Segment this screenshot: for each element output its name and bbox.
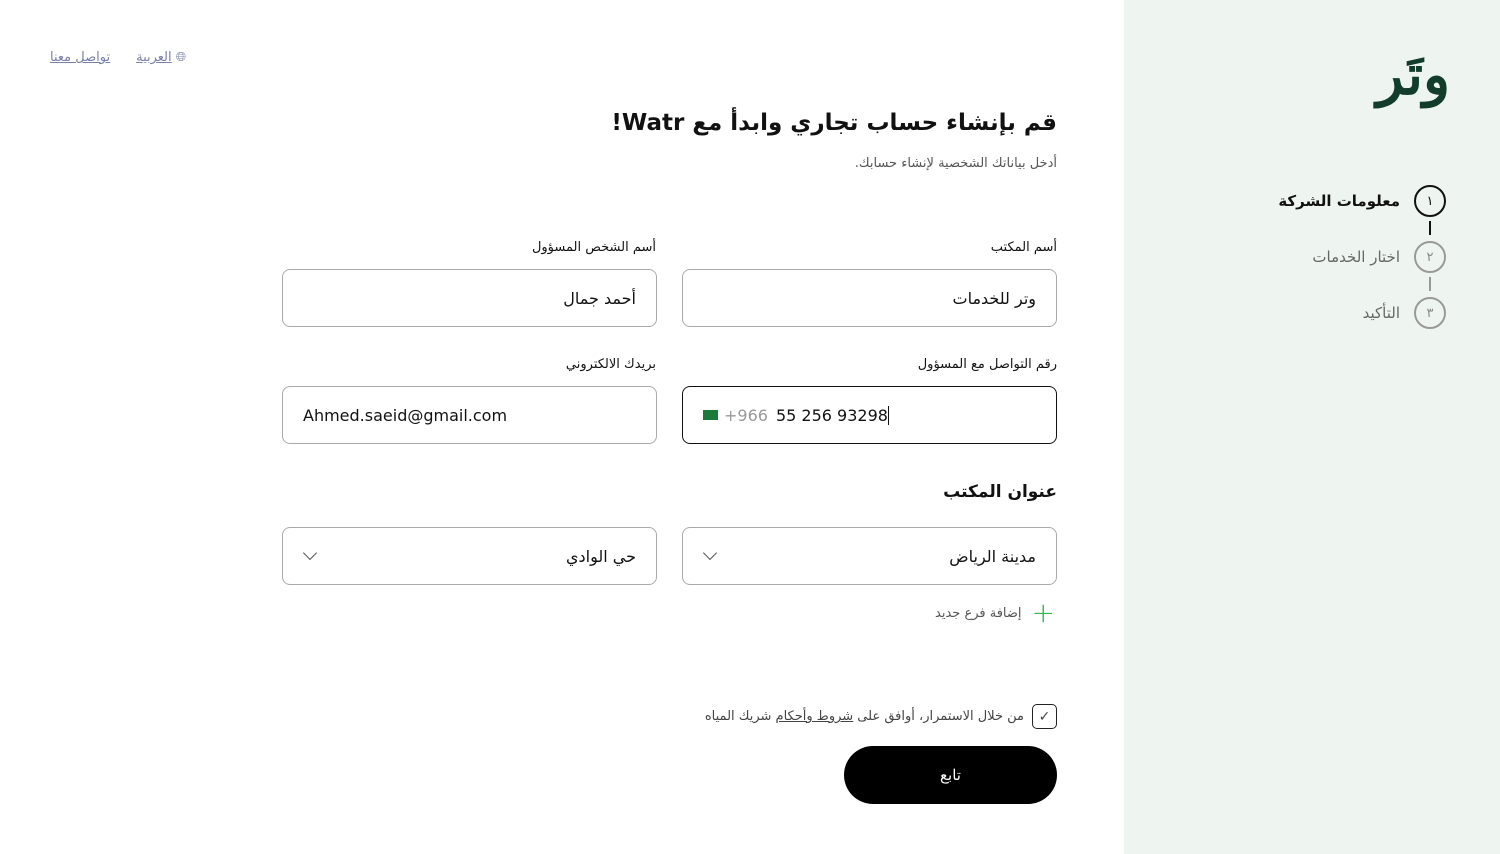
plus-icon: + — [1031, 596, 1055, 629]
top-nav — [50, 50, 186, 65]
contact-link[interactable]: تواصل معنا — [50, 50, 111, 65]
phone-label: رقم التواصل مع المسؤول — [917, 357, 1057, 372]
continue-button[interactable]: تابع — [844, 746, 1057, 804]
step-label: معلومات الشركة — [1278, 192, 1400, 210]
step-connector — [1429, 277, 1431, 291]
office-address-heading: عنوان المكتب — [943, 482, 1057, 502]
step-number: ٢ — [1414, 241, 1446, 273]
person-name-input[interactable] — [282, 269, 657, 327]
office-name-label: أسم المكتب — [990, 240, 1057, 255]
city-value: مدينة الرياض — [949, 546, 1036, 566]
page-title: قم بإنشاء حساب تجاري وابدأ مع Watr! — [611, 110, 1057, 136]
country-code: +966 — [724, 405, 768, 425]
terms-pre: من خلال الاستمرار، أوافق على — [853, 709, 1024, 724]
city-select[interactable] — [682, 527, 1057, 585]
email-label: بريدك الالكتروني — [565, 357, 656, 372]
page-subtitle: أدخل بياناتك الشخصية لإنشاء حسابك. — [854, 156, 1057, 171]
add-branch-button[interactable] — [935, 596, 1055, 629]
chevron-down-icon — [303, 546, 317, 560]
step-label: اختار الخدمات — [1312, 248, 1400, 266]
watr-logo: وتَر — [1376, 42, 1450, 108]
step-services — [1312, 241, 1446, 273]
district-select[interactable] — [282, 527, 657, 585]
step-label: التأكيد — [1362, 304, 1400, 322]
sidebar — [1124, 0, 1500, 854]
terms-link[interactable]: شروط وأحكام — [775, 709, 854, 724]
phone-value: 55 256 93298 — [775, 405, 888, 425]
step-number: ٣ — [1414, 297, 1446, 329]
step-confirm — [1363, 297, 1446, 329]
saudi-flag-icon — [703, 410, 718, 420]
office-name-value: وتر للخدمات — [952, 288, 1036, 308]
email-value: Ahmed.saeid@gmail.com — [303, 405, 508, 425]
step-company-info — [1278, 185, 1446, 217]
globe-icon: 🌐︎ — [175, 50, 187, 65]
person-name-label: أسم الشخص المسؤول — [531, 240, 656, 255]
chevron-down-icon — [703, 546, 717, 560]
terms-checkbox[interactable] — [1032, 704, 1057, 729]
step-connector — [1429, 221, 1431, 235]
check-icon: ✓ — [1038, 708, 1051, 725]
terms-post: شريك المياه — [704, 709, 776, 724]
language-label: العربية — [136, 50, 172, 65]
step-number: ١ — [1414, 185, 1446, 217]
phone-input[interactable] — [682, 386, 1057, 444]
terms-row — [705, 704, 1057, 729]
office-name-input[interactable] — [682, 269, 1057, 327]
add-branch-label: إضافة فرع جديد — [935, 605, 1022, 621]
person-name-value: أحمد جمال — [563, 288, 636, 308]
district-value: حي الوادي — [566, 546, 636, 566]
terms-text — [705, 709, 1024, 724]
email-input[interactable] — [282, 386, 657, 444]
language-switcher[interactable] — [136, 50, 186, 65]
